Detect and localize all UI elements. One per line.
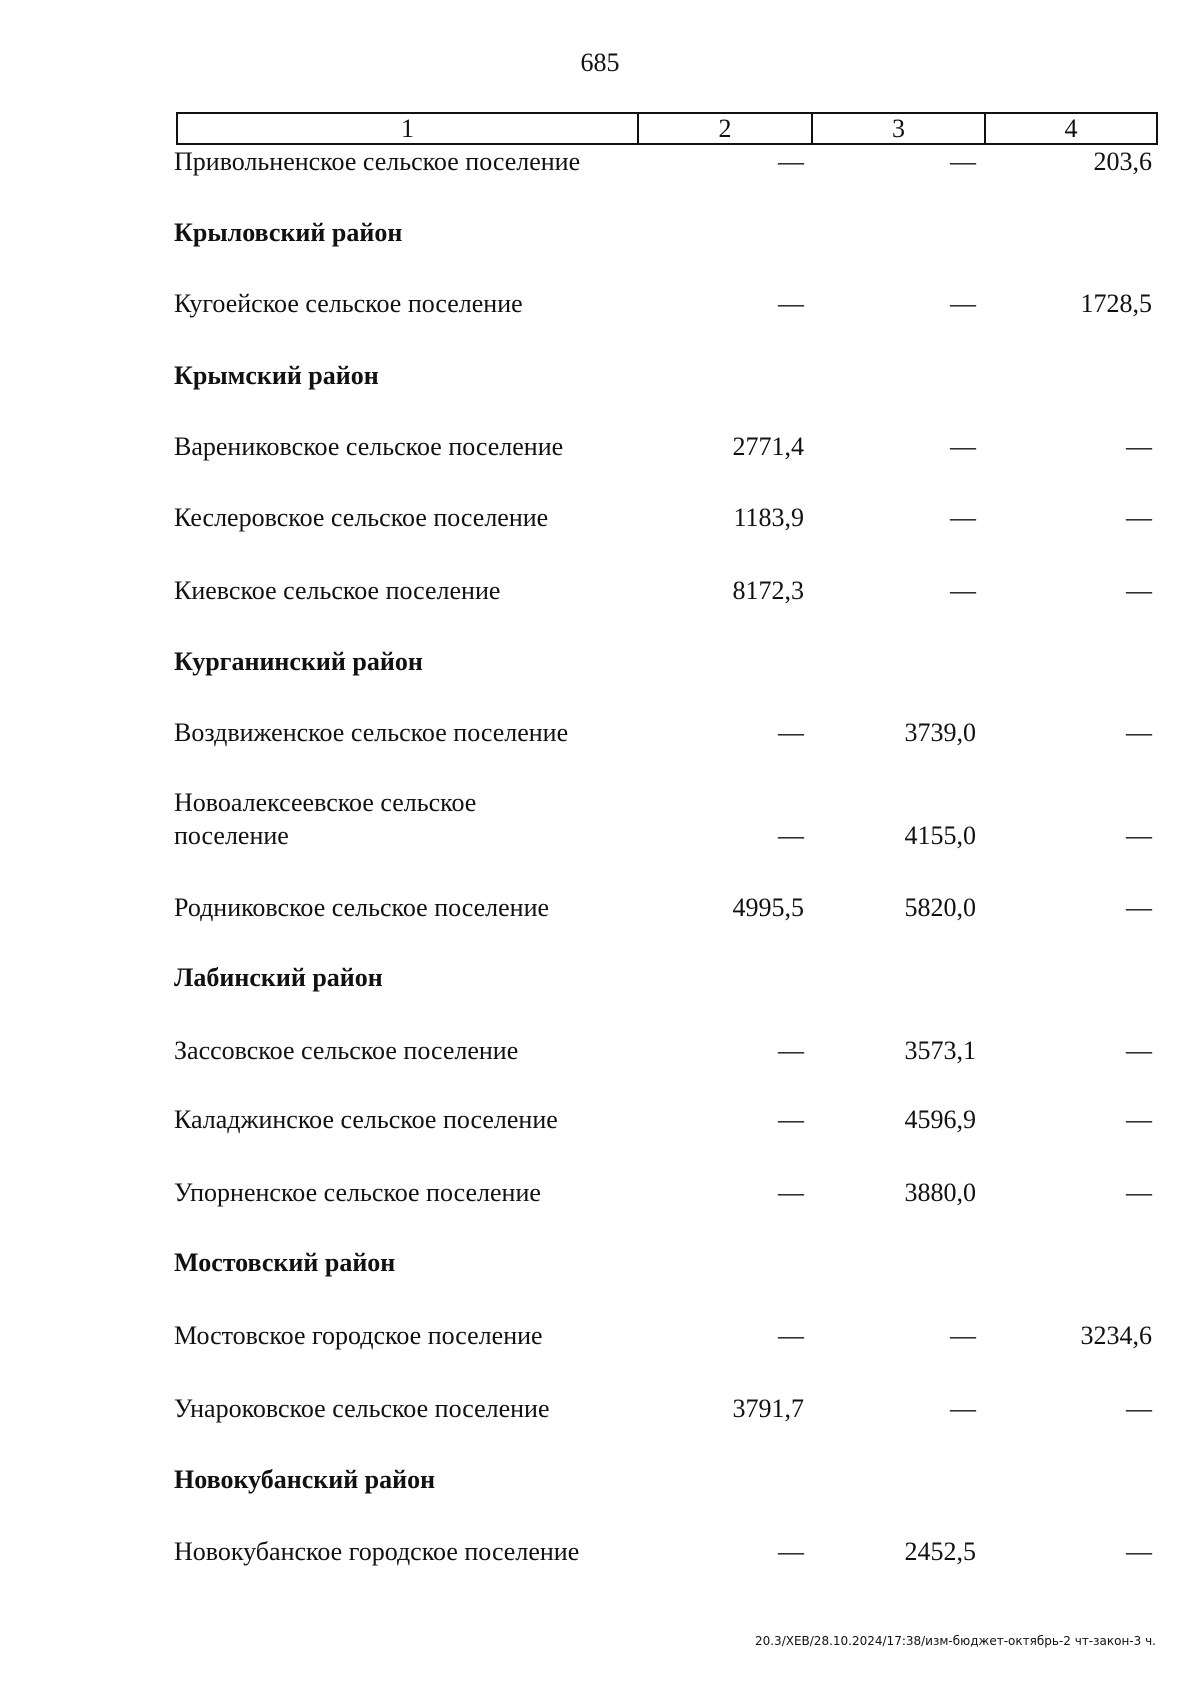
settlement-name: Каладжинское сельское поселение xyxy=(174,1105,558,1134)
table-row xyxy=(0,288,1200,324)
value-col-4: — xyxy=(1126,1394,1152,1423)
settlement-name-line-1: Новоалексеевское сельское xyxy=(174,788,477,817)
settlement-name: Варениковское сельское поселение xyxy=(174,432,564,461)
value-col-4: — xyxy=(1126,576,1152,605)
header-col-3: 3 xyxy=(813,114,986,143)
district-heading: Курганинский район xyxy=(174,647,423,676)
value-col-4: 3234,6 xyxy=(1080,1321,1152,1350)
value-col-3: 4596,9 xyxy=(904,1105,976,1134)
value-col-3: — xyxy=(950,1394,976,1423)
value-col-3: 3573,1 xyxy=(904,1036,976,1065)
table-row xyxy=(0,1536,1200,1572)
settlement-name: Киевское сельское поселение xyxy=(174,576,501,605)
table-row xyxy=(0,146,1200,182)
settlement-name: Кеслеровское сельское поселение xyxy=(174,503,549,532)
value-col-4: — xyxy=(1126,1178,1152,1207)
table-header xyxy=(176,112,1158,145)
settlement-name-line-2: поселение xyxy=(174,821,289,850)
district-heading: Новокубанский район xyxy=(174,1465,436,1494)
value-col-3: — xyxy=(950,289,976,318)
value-col-4: — xyxy=(1126,503,1152,532)
settlement-name: Мостовское городское поселение xyxy=(174,1321,543,1350)
value-col-2: — xyxy=(778,821,804,850)
value-col-4: — xyxy=(1126,432,1152,461)
value-col-2: 2771,4 xyxy=(732,432,804,461)
table-row xyxy=(0,1393,1200,1429)
value-col-3: — xyxy=(950,576,976,605)
value-col-3: — xyxy=(950,503,976,532)
table-row xyxy=(0,892,1200,928)
settlement-name: Кугоейское сельское поселение xyxy=(174,289,523,318)
value-col-4: — xyxy=(1126,1105,1152,1134)
value-col-3: — xyxy=(950,1321,976,1350)
header-col-4: 4 xyxy=(1064,114,1078,143)
value-col-3: — xyxy=(950,147,976,176)
value-col-2: — xyxy=(778,1537,804,1566)
value-col-4: — xyxy=(1126,1036,1152,1065)
value-col-3: 2452,5 xyxy=(904,1537,976,1566)
value-col-4: 203,6 xyxy=(1093,147,1152,176)
district-heading: Лабинский район xyxy=(174,963,383,992)
value-col-2: — xyxy=(778,289,804,318)
value-col-4: 1728,5 xyxy=(1080,289,1152,318)
value-col-4: — xyxy=(1126,718,1152,747)
value-col-3: 3880,0 xyxy=(904,1178,976,1207)
settlement-name: Воздвиженское сельское поселение xyxy=(174,718,569,747)
table-row xyxy=(0,1177,1200,1213)
settlement-name: Унароковское сельское поселение xyxy=(174,1394,550,1423)
header-col-1: 1 xyxy=(178,114,639,143)
value-col-2: 3791,7 xyxy=(732,1394,804,1423)
settlement-name: Новокубанское городское поселение xyxy=(174,1537,580,1566)
settlement-name: Упорненское сельское поселение xyxy=(174,1178,541,1207)
value-col-3: — xyxy=(950,432,976,461)
value-col-3: 5820,0 xyxy=(904,893,976,922)
table-row xyxy=(0,575,1200,611)
table-row xyxy=(0,1104,1200,1140)
header-col-2: 2 xyxy=(639,114,813,143)
value-col-2: — xyxy=(778,718,804,747)
document-footer: 20.3/ХЕВ/28.10.2024/17:38/изм-бюджет-октябрь-2 чт-закон-3 ч. xyxy=(754,1634,1156,1648)
value-col-3: 4155,0 xyxy=(904,821,976,850)
value-col-4: — xyxy=(1126,893,1152,922)
value-col-4: — xyxy=(1126,821,1152,850)
table-row xyxy=(0,502,1200,538)
value-col-2: 1183,9 xyxy=(733,503,804,532)
table-row xyxy=(0,431,1200,467)
value-col-2: — xyxy=(778,1036,804,1065)
district-heading: Крыловский район xyxy=(174,218,403,247)
table-row xyxy=(0,1035,1200,1071)
settlement-name: Родниковское сельское поселение xyxy=(174,893,550,922)
page-number: 685 xyxy=(580,48,620,77)
table-row xyxy=(0,717,1200,753)
value-col-2: — xyxy=(778,1178,804,1207)
value-col-2: 8172,3 xyxy=(732,576,804,605)
settlement-name: Привольненское сельское поселение xyxy=(174,147,581,176)
table-row xyxy=(0,787,1200,857)
settlement-name: Зассовское сельское поселение xyxy=(174,1036,519,1065)
value-col-2: — xyxy=(778,1105,804,1134)
value-col-2: — xyxy=(778,1321,804,1350)
value-col-2: 4995,5 xyxy=(732,893,804,922)
value-col-4: — xyxy=(1126,1537,1152,1566)
value-col-3: 3739,0 xyxy=(904,718,976,747)
value-col-2: — xyxy=(778,147,804,176)
district-heading: Мостовский район xyxy=(174,1248,396,1277)
district-heading: Крымский район xyxy=(174,361,379,390)
table-row xyxy=(0,1320,1200,1356)
